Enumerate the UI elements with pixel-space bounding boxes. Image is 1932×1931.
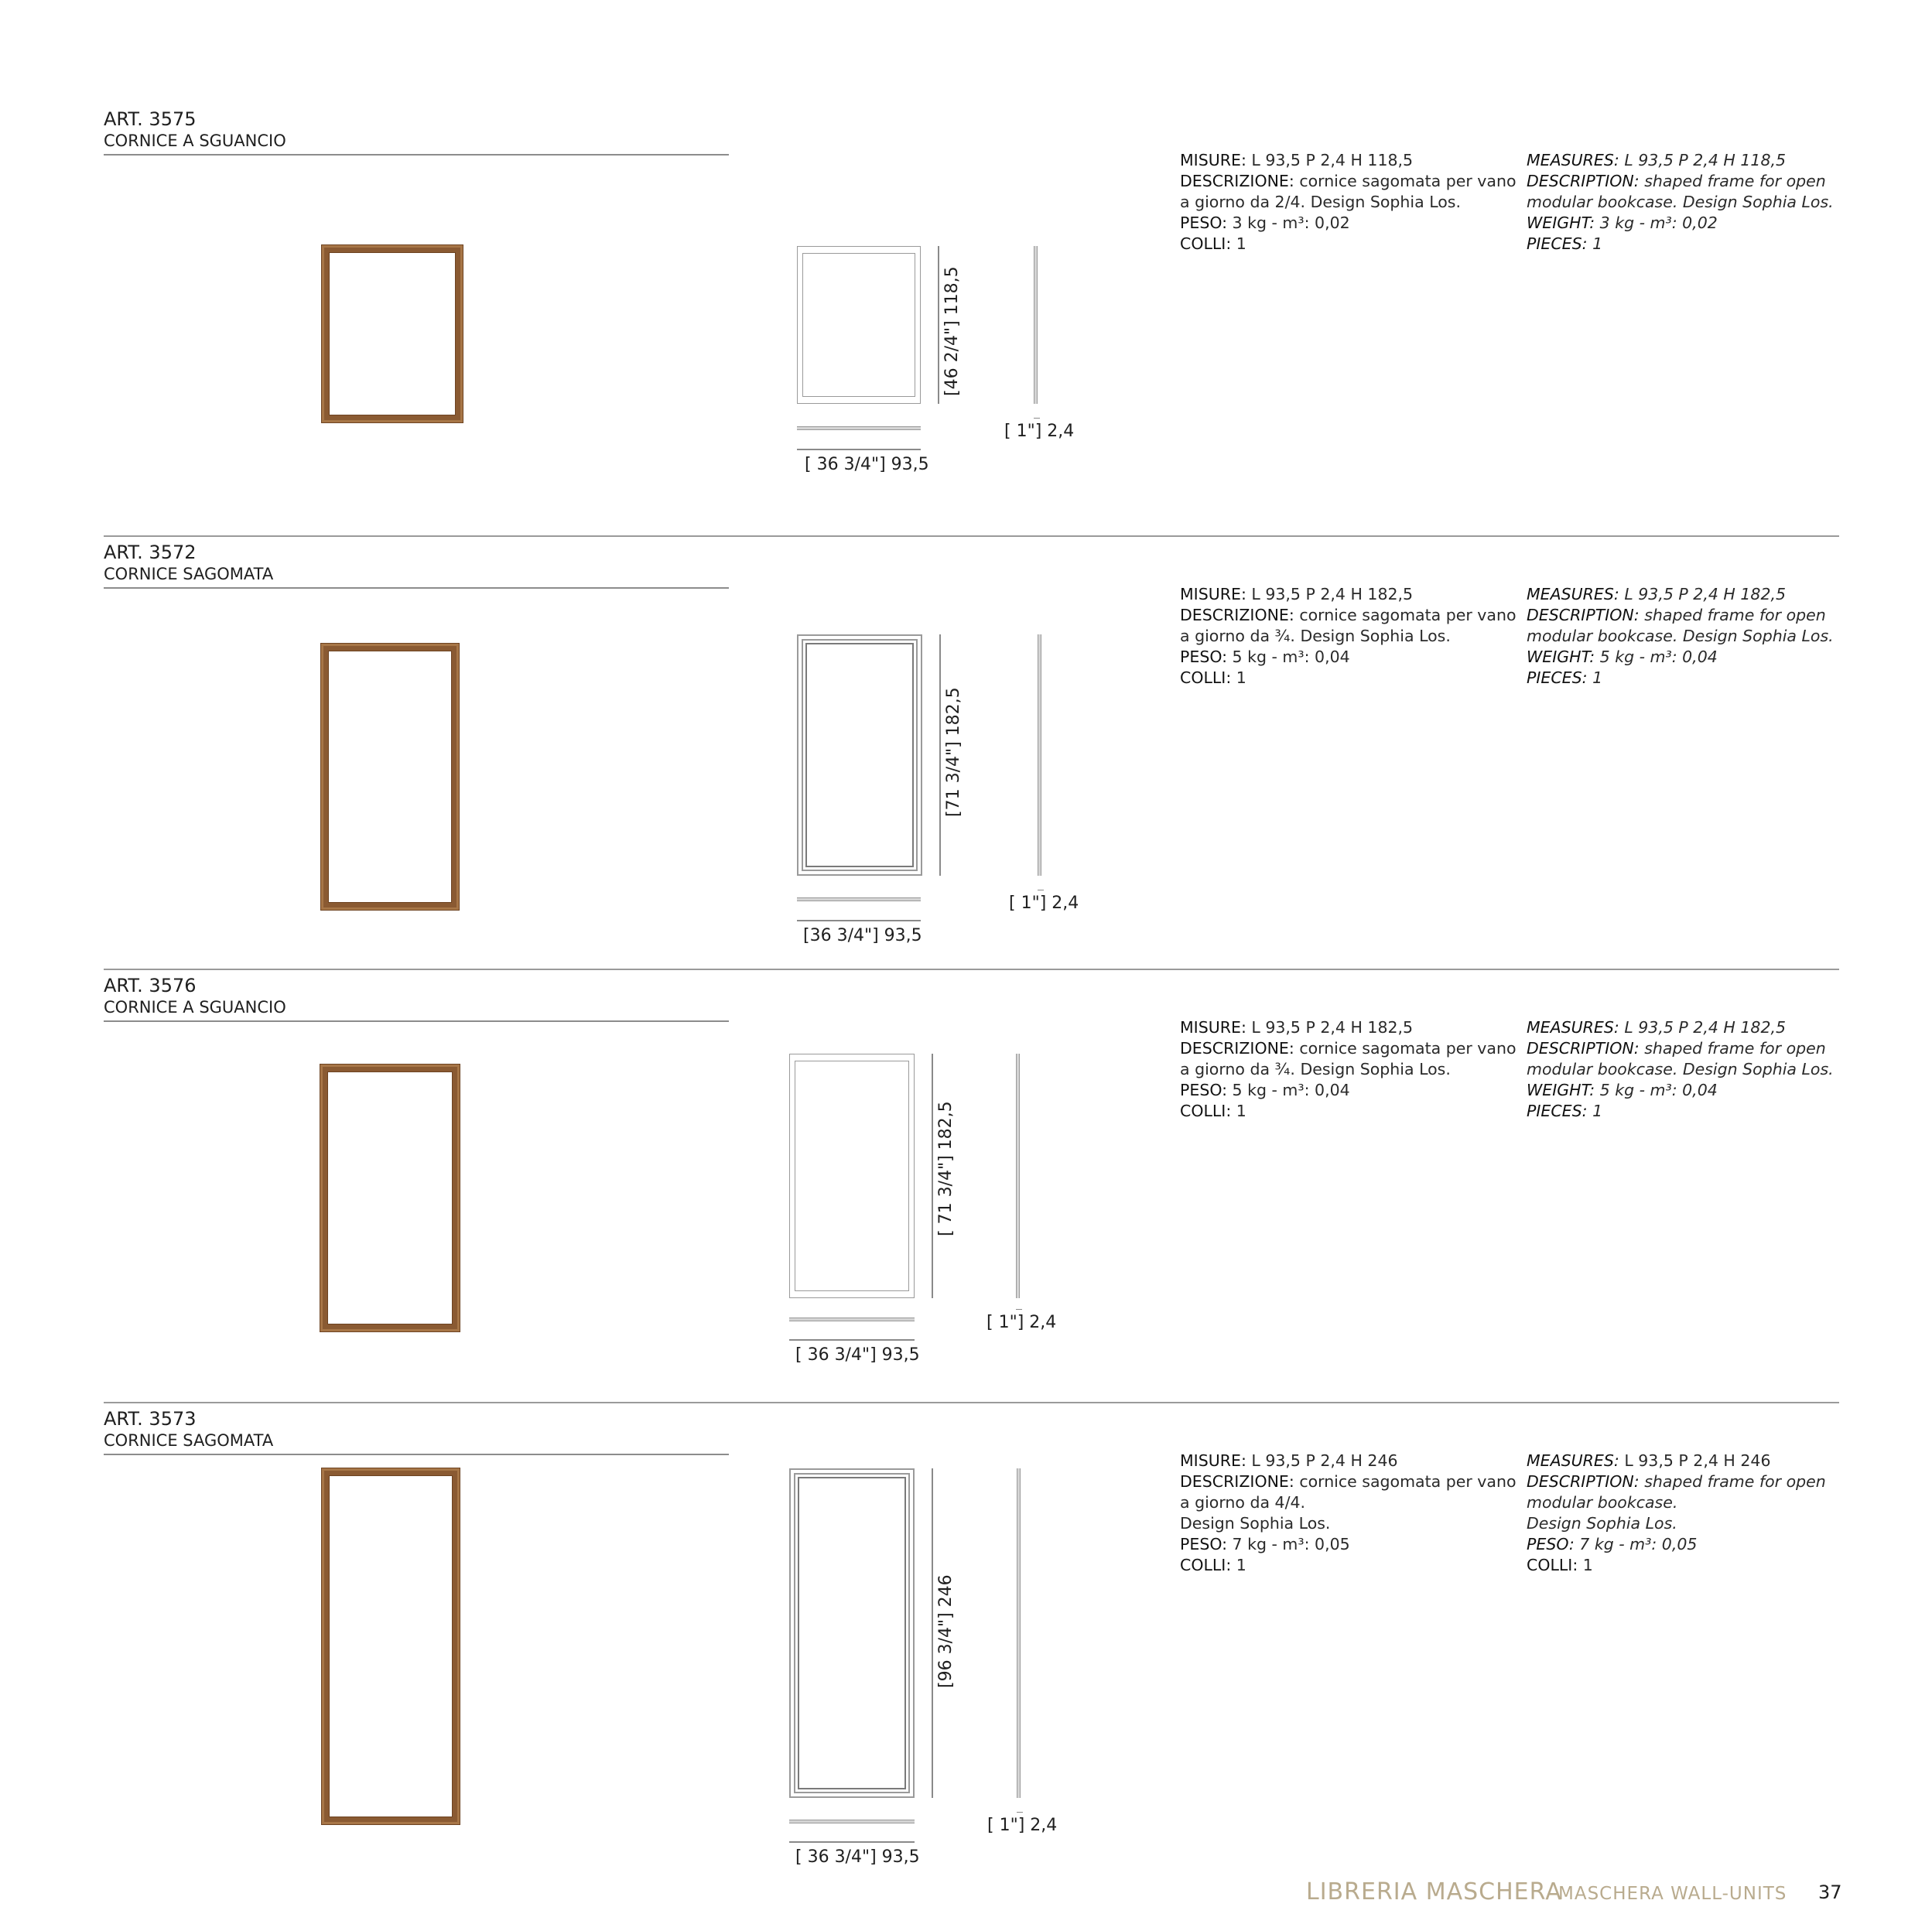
height-dimension-line [932,1054,933,1298]
frame-photo [320,1065,460,1331]
height-dimension: [96 3/4"] 246 [936,1574,956,1688]
front-view-drawing [797,634,922,876]
front-view-drawing [789,1054,915,1298]
title-rule [104,1020,729,1022]
spec-italian: MISURE: L 93,5 P 2,4 H 182,5 DESCRIZIONE: cornice sagomata per vano a giorno da ¾. Design Sophia Los. PESO: 5 kg - m³: 0,04 COLLI: 1 [1180,1018,1517,1120]
height-dimension: [46 2/4"] 118,5 [942,266,962,396]
top-view-drawing [789,1318,915,1321]
top-view-drawing [797,897,921,901]
footer-title: LIBRERIA MASCHERA [1306,1878,1562,1905]
side-view-drawing [1016,1054,1020,1298]
title-rule [104,1454,729,1455]
section-separator [104,969,1839,970]
depth-dimension: [ 1"] 2,4 [1004,422,1075,441]
spec-italian: MISURE: L 93,5 P 2,4 H 182,5 DESCRIZIONE: cornice sagomata per vano a giorno da ¾. Design Sophia Los. PESO: 5 kg - m³: 0,04 COLLI: 1 [1180,585,1517,687]
article-name: CORNICE SAGOMATA [104,565,274,583]
section-separator [104,1402,1839,1403]
title-rule [104,587,729,589]
front-view-drawing [789,1468,915,1798]
depth-dimension: [ 1"] 2,4 [987,1313,1057,1332]
width-dimension-line [789,1841,915,1843]
width-dimension: [36 3/4"] 93,5 [803,926,922,945]
spec-english: MEASURES: L 93,5 P 2,4 H 118,5 DESCRIPTION: shaped frame for open modular bookcase. Design Sophia Los. WEIGHT: 3 kg - m³: 0,02 PIECES: 1 [1527,151,1834,253]
height-dimension-line [932,1468,933,1798]
front-view-drawing [797,246,921,404]
section-separator [104,535,1839,537]
title-rule [104,154,729,156]
article-name: CORNICE SAGOMATA [104,1431,274,1450]
side-view-drawing [1038,634,1041,876]
frame-photo [322,1468,460,1824]
article-code: ART. 3572 [104,542,197,563]
height-dimension-line [939,634,941,876]
depth-dimension: [ 1"] 2,4 [987,1816,1058,1835]
article-code: ART. 3575 [104,108,197,130]
spec-english: MEASURES: L 93,5 P 2,4 H 246 DESCRIPTION: shaped frame for open modular bookcase. Design Sophia Los. PESO: 7 kg - m³: 0,05 COLLI: 1 [1527,1451,1826,1574]
side-view-drawing [1017,1468,1021,1798]
spec-english: MEASURES: L 93,5 P 2,4 H 182,5 DESCRIPTION: shaped frame for open modular bookcase. Design Sophia Los. WEIGHT: 5 kg - m³: 0,04 PIECES: 1 [1527,1018,1834,1120]
frame-photo [322,245,463,422]
article-code: ART. 3576 [104,975,197,996]
depth-dimension: [ 1"] 2,4 [1009,894,1079,913]
width-dimension-line [797,920,921,921]
height-dimension: [71 3/4"] 182,5 [944,687,963,817]
spec-english: MEASURES: L 93,5 P 2,4 H 182,5 DESCRIPTION: shaped frame for open modular bookcase. Design Sophia Los. WEIGHT: 5 kg - m³: 0,04 PIECES: 1 [1527,585,1834,687]
article-code: ART. 3573 [104,1408,197,1430]
top-view-drawing [797,426,921,430]
width-dimension: [ 36 3/4"] 93,5 [795,1345,920,1365]
height-dimension-line [938,246,939,404]
page-number: 37 [1818,1881,1842,1903]
spec-italian: MISURE: L 93,5 P 2,4 H 246 DESCRIZIONE: cornice sagomata per vano a giorno da 4/4. Design Sophia Los. PESO: 7 kg - m³: 0,05 COLLI: 1 [1180,1451,1517,1574]
side-view-drawing [1034,246,1038,404]
article-name: CORNICE A SGUANCIO [104,132,286,150]
width-dimension: [ 36 3/4"] 93,5 [795,1847,920,1867]
article-name: CORNICE A SGUANCIO [104,998,286,1017]
width-dimension: [ 36 3/4"] 93,5 [805,455,929,474]
top-view-drawing [789,1820,915,1823]
footer-subtitle: MASCHERA WALL-UNITS [1558,1884,1787,1904]
width-dimension-line [797,449,921,450]
spec-italian: MISURE: L 93,5 P 2,4 H 118,5 DESCRIZIONE: cornice sagomata per vano a giorno da 2/4. Design Sophia Los. PESO: 3 kg - m³: 0,02 COLLI: 1 [1180,151,1517,253]
frame-photo [321,644,459,910]
width-dimension-line [789,1339,915,1341]
height-dimension: [ 71 3/4"] 182,5 [936,1101,956,1236]
